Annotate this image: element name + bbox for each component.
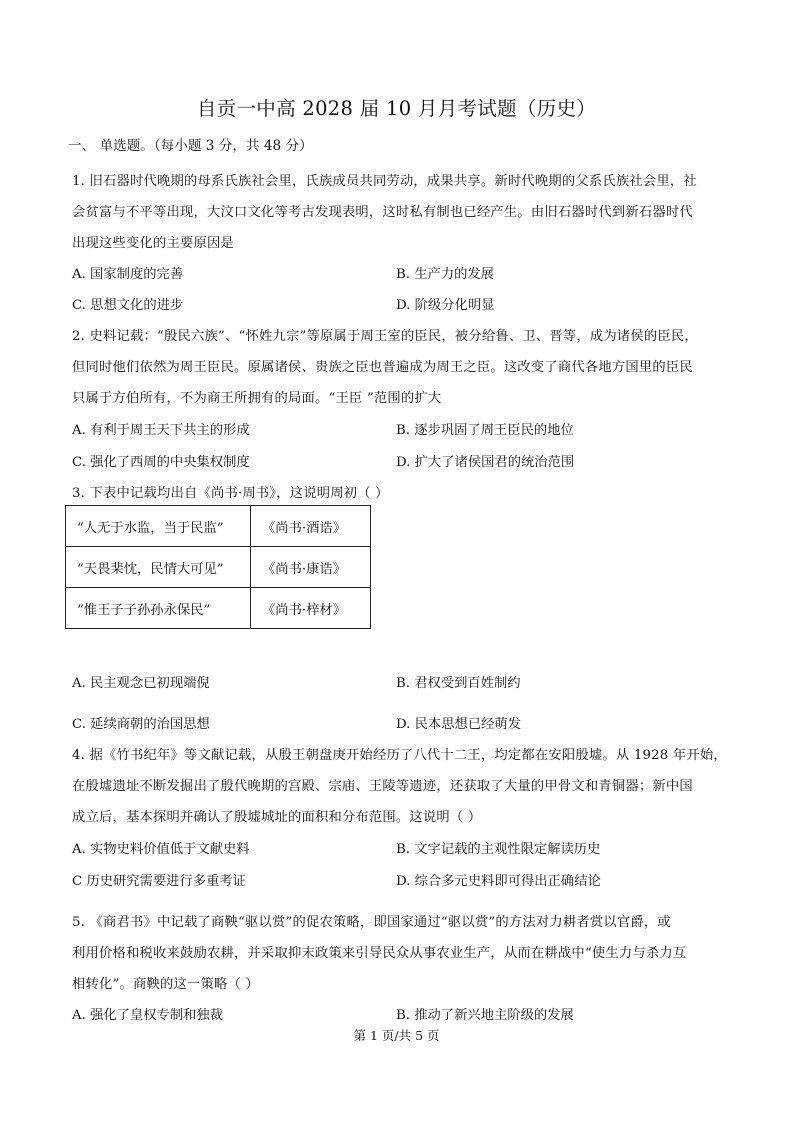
q5-option-b: B. 推动了新兴地主阶级的发展 <box>396 1008 574 1023</box>
q1-option-d: D. 阶级分化明显 <box>396 298 495 313</box>
q1-line-2: 会贫富与不平等出现，大汶口文化等考古发现表明，这时私有制也已经产生。由旧石器时代到新石器时代 <box>72 205 693 220</box>
q1-option-a: A. 国家制度的完善 <box>72 267 184 282</box>
quote-cell: “惟王子子孙孙永保民” <box>66 588 251 629</box>
q4-option-b: B. 文字记载的主观性限定解读历史 <box>396 842 601 857</box>
q5-line-1: 5. 《商君书》中记载了商鞅“驱以赏”的促农策略，即国家通过“驱以赏”的方法对力耕者赏以官爵，或 <box>72 915 671 930</box>
q3-option-a: A. 民主观念已初现端倪 <box>72 676 210 691</box>
q3-option-b: B. 君权受到百姓制约 <box>396 676 521 691</box>
table-row <box>66 588 371 629</box>
exam-title: 自贡一中高 2028 届 10 月月考试题（历史） <box>196 97 597 120</box>
q5-line-2: 利用价格和税收来鼓励农耕，并采取抑末政策来引导民众从事农业生产，从而在耕战中“使生力与杀力互 <box>72 946 687 961</box>
q1-line-3: 出现这些变化的主要原因是 <box>72 236 234 251</box>
q2-option-a: A. 有利于周王天下共主的形成 <box>72 423 250 438</box>
q1-option-b: B. 生产力的发展 <box>396 267 495 282</box>
q2-line-1: 2. 史料记载：“殷民六族”、“怀姓九宗”等原属于周王室的臣民，被分给鲁、卫、晋等，成为诸侯的臣民， <box>72 329 698 344</box>
q2-option-b: B. 逐步巩固了周王臣民的地位 <box>396 423 574 438</box>
source-cell: 《尚书·酒诰》 <box>251 506 371 547</box>
section-heading: 一、 单选题。（每小题 3 分，共 48 分） <box>68 138 313 154</box>
q3-option-d: D. 民本思想已经萌发 <box>396 717 522 732</box>
q3-line-1: 3. 下表中记载均出自《尚书·周书》，这说明周初（ ） <box>72 486 389 501</box>
q5-line-3: 相转化”。商鞅的这一策略（ ） <box>72 977 259 992</box>
source-cell: 《尚书·康诰》 <box>251 547 371 588</box>
q2-line-3: 只属于方伯所有，不为商王所拥有的局面。“王臣 ”范围的扩大 <box>72 391 442 406</box>
q2-option-c: C. 强化了西周的中央集权制度 <box>72 455 250 470</box>
q4-line-2: 在殷墟遗址不断发掘出了殷代晚期的宫殿、宗庙、王陵等遗迹，还获取了大量的甲骨文和青铜器；新中国 <box>72 779 693 794</box>
q2-line-2: 但同时他们依然为周王臣民。原属诸侯、贵族之臣也普遍成为周王之臣。这改变了商代各地方国里的臣民 <box>72 360 693 375</box>
q4-option-d: D. 综合多元史料即可得出正确结论 <box>396 874 601 889</box>
q1-option-c: C. 思想文化的进步 <box>72 298 184 313</box>
q5-option-a: A. 强化了皇权专制和独裁 <box>72 1008 224 1023</box>
quote-cell: “人无于水监，当于民监” <box>66 506 251 547</box>
page-footer: 第 1 页/共 5 页 <box>353 1028 440 1043</box>
q4-line-3: 成立后，基本探明并确认了殷墟城址的面积和分布范围。这说明（ ） <box>72 810 482 825</box>
q4-option-c: C 历史研究需要进行多重考证 <box>72 874 246 889</box>
q4-option-a: A. 实物史料价值低于文献史料 <box>72 842 250 857</box>
q3-quote-table <box>65 505 371 629</box>
q4-line-1: 4. 据《竹书纪年》等文献记载，从殷王朝盘庚开始经历了八代十二王，均定都在安阳殷墟。从 1928 年开始， <box>72 748 727 763</box>
q1-line-1: 1. 旧石器时代晚期的母系氏族社会里，氏族成员共同劳动，成果共享。新时代晚期的父系氏族社会里，社 <box>72 174 697 189</box>
source-cell: 《尚书·梓材》 <box>251 588 371 629</box>
q3-option-c: C. 延续商朝的治国思想 <box>72 717 210 732</box>
q2-option-d: D. 扩大了诸侯国君的统治范围 <box>396 455 575 470</box>
quote-cell: “天畏棐忱，民情大可见” <box>66 547 251 588</box>
table-row <box>66 547 371 588</box>
table-row <box>66 506 371 547</box>
